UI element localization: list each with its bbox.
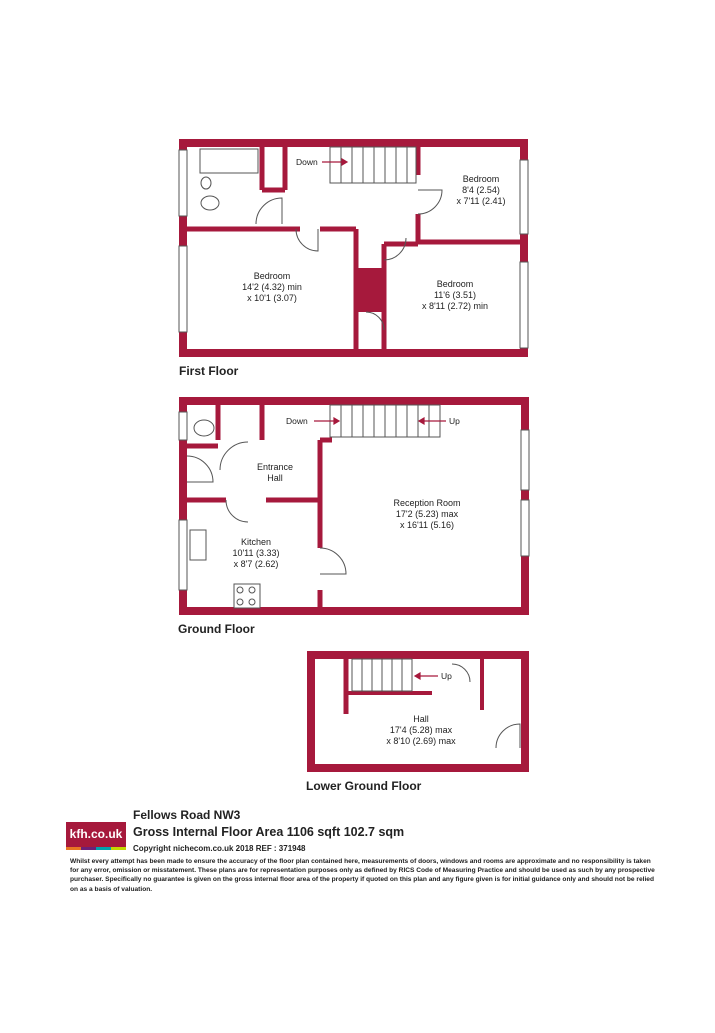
- door-swing: [320, 548, 346, 574]
- lower-ground-floor-caption: Lower Ground Floor: [306, 779, 422, 793]
- window: [521, 430, 529, 490]
- room-dimension: x 16'11 (5.16): [399, 520, 455, 530]
- bath: [200, 149, 258, 173]
- basin: [201, 177, 211, 189]
- room-dimension: 14'2 (4.32) min: [242, 282, 302, 292]
- room-dimension: x 8'11 (2.72) min: [421, 301, 489, 311]
- room-name: Bedroom: [253, 271, 291, 281]
- sink: [190, 530, 206, 560]
- room-dimension: x 7'11 (2.41): [456, 196, 506, 206]
- door-swing: [187, 456, 213, 482]
- window: [179, 520, 187, 590]
- logo-stripe: [111, 847, 126, 850]
- room-dimension: 10'11 (3.33): [232, 548, 280, 558]
- door-swing: [366, 312, 384, 330]
- window: [179, 412, 187, 440]
- floor-area: Gross Internal Floor Area 1106 sqft 102.7 sqm: [133, 825, 405, 839]
- door-swing: [418, 190, 442, 214]
- toilet: [194, 420, 214, 436]
- stair-direction-label: Up: [449, 416, 460, 426]
- room-name: Bedroom: [436, 279, 474, 289]
- logo-stripe: [66, 847, 81, 850]
- room-dimension: x 10'1 (3.07): [247, 293, 297, 303]
- chimney-breast: [356, 268, 384, 312]
- door-swing: [452, 664, 470, 682]
- ground-floor-outline: [183, 401, 525, 611]
- disclaimer-text: Whilst every attempt has been made to ensure the accuracy of the floor plan contained here, measurements of doors, windows and rooms are approximate and no responsibility is taken for any error, omission or misstatement. These plans are for representation purposes only as defined by RICS Code of Measuring Practice and should be used as such by any prospective purchaser. Specifically no guarantee is given on the gross internal floor area of the property if quoted on this plan and any figure given is for initial guidance only and should not be relied on as a basis of valuation.: [70, 858, 655, 893]
- property-address: Fellows Road NW3: [133, 808, 241, 822]
- door-swing: [226, 500, 248, 522]
- stair-direction-label: Down: [296, 157, 318, 167]
- door-swing: [256, 198, 282, 224]
- logo-text: kfh.co.uk: [69, 827, 123, 841]
- lower-floor-outline: [311, 655, 525, 768]
- window: [179, 246, 187, 332]
- ground-floor-caption: Ground Floor: [178, 622, 255, 636]
- stair-direction-label: Up: [441, 671, 452, 681]
- window: [520, 160, 528, 234]
- room-dimension: 8'4 (2.54): [462, 185, 500, 195]
- kfh-logo: [66, 822, 126, 850]
- door-swing: [296, 229, 318, 251]
- window: [179, 150, 187, 216]
- room-name: Entrance: [256, 462, 294, 472]
- logo-stripe: [81, 847, 96, 850]
- stair-direction-label: Down: [286, 416, 308, 426]
- door-swing: [496, 724, 520, 748]
- copyright-notice: Copyright nichecom.co.uk 2018 REF : 371948: [133, 844, 306, 853]
- room-dimension: 11'6 (3.51): [433, 290, 477, 300]
- room-name: Reception Room: [393, 498, 461, 508]
- room-name: Bedroom: [462, 174, 500, 184]
- room-dimension: 17'4 (5.28) max: [389, 725, 453, 735]
- door-swing: [220, 442, 248, 470]
- first-floor-caption: First Floor: [179, 364, 239, 378]
- door-swing: [384, 238, 406, 260]
- room-name: Kitchen: [240, 537, 272, 547]
- window: [521, 500, 529, 556]
- room-dimension: 17'2 (5.23) max: [395, 509, 459, 519]
- room-name: Hall: [267, 473, 283, 483]
- toilet: [201, 196, 219, 210]
- room-name: Hall: [413, 714, 429, 724]
- room-dimension: x 8'7 (2.62): [233, 559, 279, 569]
- window: [520, 262, 528, 348]
- logo-stripe: [96, 847, 111, 850]
- room-dimension: x 8'10 (2.69) max: [386, 736, 456, 746]
